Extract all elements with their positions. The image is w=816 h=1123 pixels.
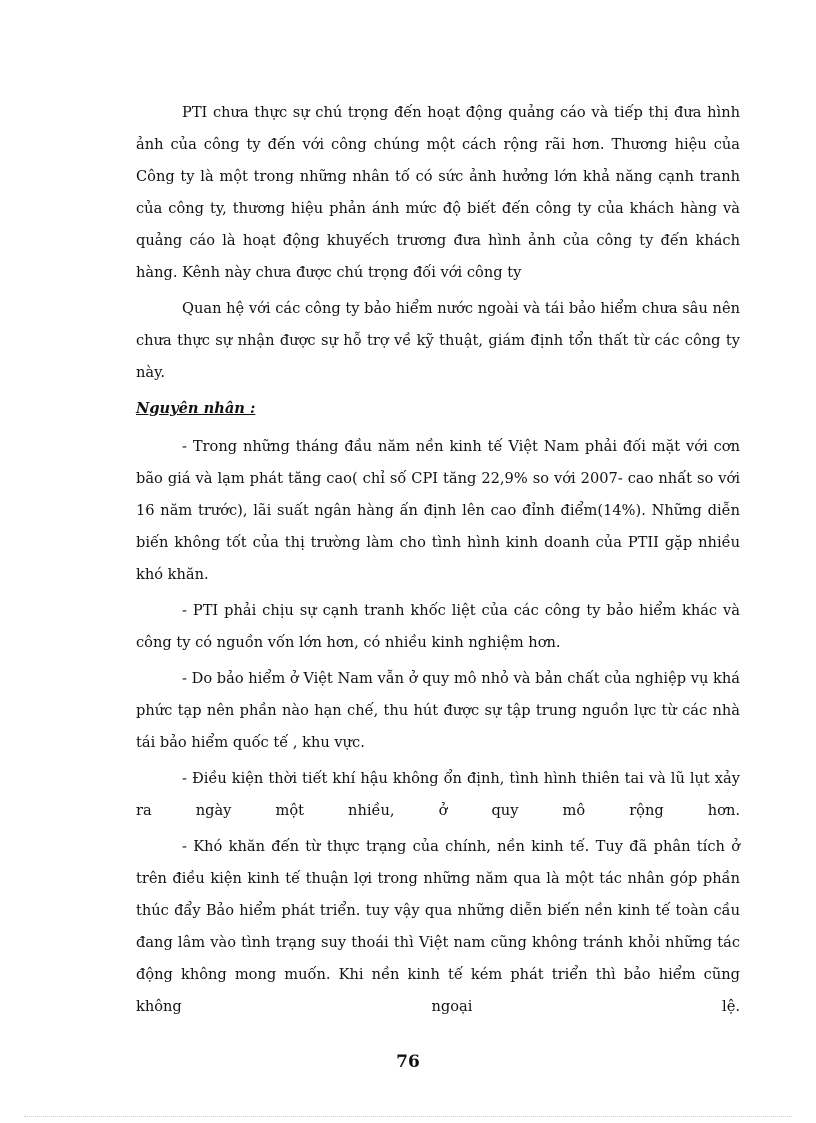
cause-item-economic-difficulty: - Khó khăn đến từ thực trạng của chính, nền kinh tế. Tuy đã phân tích ở trên điều kiện kinh tế thuận lợi trong những năm qua là một tác nhân góp phần thúc đẩy Bảo hiểm phát triển. tuy vậy qua những diễn biến nền kinh tế toàn cầu đang lâm vào tình trạng suy thoái thì Việt nam cũng không tránh khỏi những tác động không mong muốn. Khi nền kinh tế kém phát triển thì bảo hiểm cũng không ngoại lệ. bbox=[136, 838, 740, 1015]
document-body bbox=[136, 97, 740, 1027]
cause-item-competition: - PTI phải chịu sự cạnh tranh khốc liệt của các công ty bảo hiểm khác và công ty có nguồn vốn lớn hơn, có nhiều kinh nghiệm hơn. bbox=[136, 602, 740, 651]
page-bottom-rule bbox=[24, 1116, 792, 1117]
page-number: 76 bbox=[396, 1052, 420, 1072]
paragraph-foreign-relations: Quan hệ với các công ty bảo hiểm nước ngoài và tái bảo hiểm chưa sâu nên chưa thực sự nhận được sự hỗ trợ về kỹ thuật, giám định tổn thất từ các công ty này. bbox=[136, 300, 740, 381]
cause-item-market-scale: - Do bảo hiểm ở Việt Nam vẫn ở quy mô nhỏ và bản chất của nghiệp vụ khá phức tạp nên phần nào hạn chế, thu hút được sự tập trung nguồn lực từ các nhà tái bảo hiểm quốc tế , khu vực. bbox=[136, 670, 740, 751]
section-heading-causes: Nguyên nhân : bbox=[136, 400, 256, 417]
paragraph-marketing: PTI chưa thực sự chú trọng đến hoạt động quảng cáo và tiếp thị đưa hình ảnh của công ty đến với công chúng một cách rộng rãi hơn. Thương hiệu của Công ty là một trong những nhân tố có sức ảnh hưởng lớn khả năng cạnh tranh của công ty, thương hiệu phản ánh mức độ biết đến công ty của khách hàng và quảng cáo là hoạt động khuyếch trương đưa hình ảnh của công ty đến khách hàng. Kênh này chưa được chú trọng đối với công ty bbox=[136, 104, 740, 281]
cause-item-economy: - Trong những tháng đầu năm nền kinh tế Việt Nam phải đối mặt với cơn bão giá và lạm phát tăng cao( chỉ số CPI tăng 22,9% so với 2007- cao nhất so với 16 năm trước), lãi suất ngân hàng ấn định lên cao đỉnh điểm(14%). Những diễn biến không tốt của thị trường làm cho tình hình kinh doanh của PTII gặp nhiều khó khăn. bbox=[136, 438, 740, 583]
cause-item-weather: - Điều kiện thời tiết khí hậu không ổn định, tình hình thiên tai và lũ lụt xảy ra ngày một nhiều, ở quy mô rộng hơn. bbox=[136, 770, 740, 819]
